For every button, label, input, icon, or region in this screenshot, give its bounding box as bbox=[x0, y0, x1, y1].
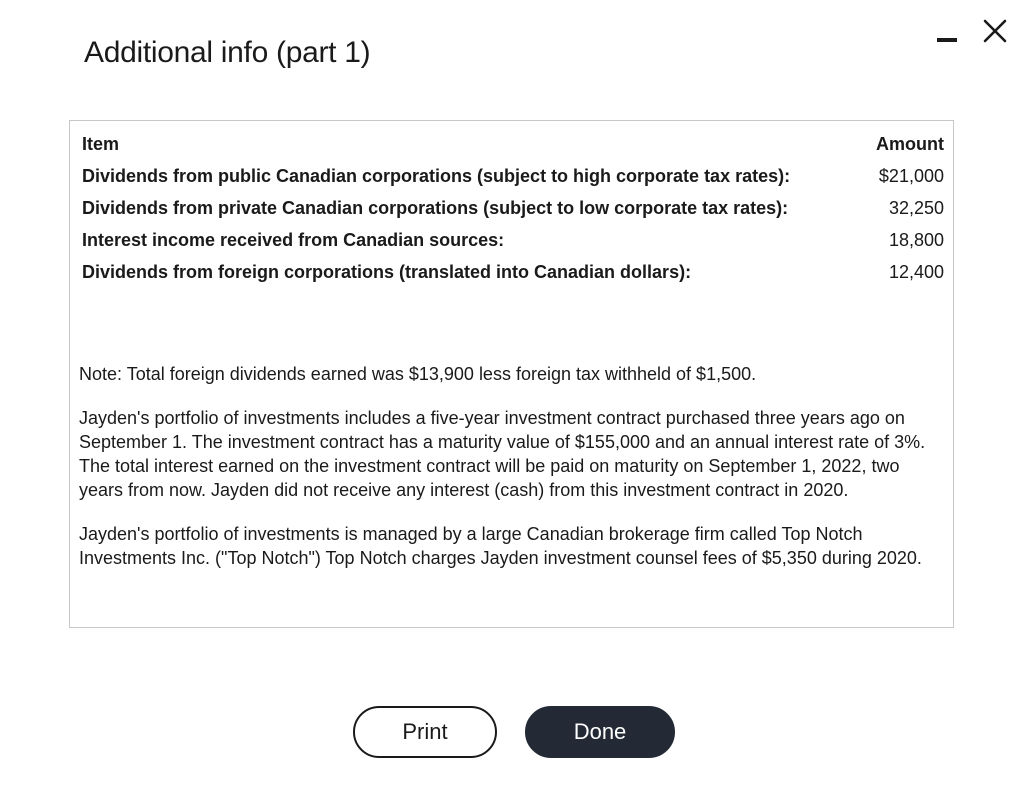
minimize-button[interactable] bbox=[928, 12, 966, 50]
row-amount-private-dividends: 32,250 bbox=[888, 198, 944, 218]
row-label-public-dividends: Dividends from public Canadian corporations (subject to high corporate tax rates): bbox=[82, 166, 791, 186]
investment-contract-paragraph: Jayden's portfolio of investments includes a five-year investment contract purchased three years ago on September 1. The investment contract has a maturity value of $155,000 and an annual interest rate of 3%. The total interest earned on the investment contract will be paid on maturity on September 1, 2022, two years from now. Jayden did not receive any interest (cash) from this investment contract in 2020. bbox=[79, 408, 926, 500]
row-amount-interest-income: 18,800 bbox=[888, 230, 944, 250]
table-row bbox=[82, 229, 944, 261]
close-button[interactable] bbox=[976, 12, 1014, 50]
table-row bbox=[82, 261, 944, 293]
done-button[interactable]: Done bbox=[525, 706, 675, 758]
dialog-title: Additional info (part 1) bbox=[84, 36, 371, 69]
table-row bbox=[82, 165, 944, 197]
foreign-dividends-note: Note: Total foreign dividends earned was $13,900 less foreign tax withheld of $1,500. bbox=[79, 364, 757, 384]
items-table bbox=[82, 133, 944, 293]
row-amount-foreign-dividends: 12,400 bbox=[888, 262, 944, 282]
brokerage-fees-paragraph: Jayden's portfolio of investments is managed by a large Canadian brokerage firm called Top Notch Investments Inc. ("Top Notch") Top Notch charges Jayden investment counsel fees of $5,350 during 2020. bbox=[79, 524, 922, 568]
amount-column-header: Amount bbox=[876, 134, 944, 154]
print-button[interactable]: Print bbox=[353, 706, 497, 758]
info-content-box bbox=[69, 120, 954, 628]
row-label-private-dividends: Dividends from private Canadian corporations (subject to low corporate tax rates): bbox=[82, 198, 789, 218]
row-label-interest-income: Interest income received from Canadian sources: bbox=[82, 230, 505, 250]
row-label-foreign-dividends: Dividends from foreign corporations (translated into Canadian dollars): bbox=[82, 262, 692, 282]
item-column-header: Item bbox=[82, 134, 120, 154]
row-amount-public-dividends: $21,000 bbox=[878, 166, 944, 186]
notes-section bbox=[79, 362, 941, 590]
table-header-row bbox=[82, 133, 944, 165]
minimize-icon bbox=[936, 20, 958, 42]
close-icon bbox=[983, 19, 1007, 43]
table-row bbox=[82, 197, 944, 229]
